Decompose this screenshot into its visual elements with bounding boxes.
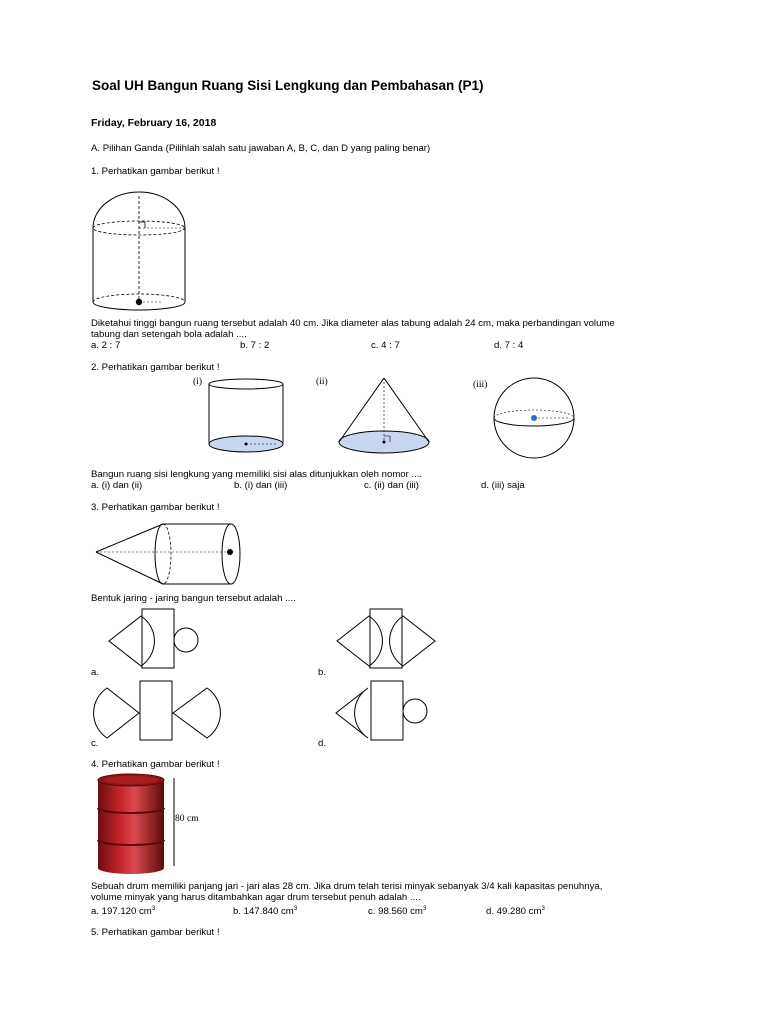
- q4-option-a-exponent: 3: [151, 906, 156, 912]
- q4-option-c-text: c. 98.560 cm: [368, 906, 423, 918]
- document-title: Soal UH Bangun Ruang Sisi Lengkung dan Pembahasan (P1): [92, 78, 484, 93]
- q4-option-d-text: d. 49.280 cm: [486, 906, 542, 918]
- q3-figure-cone-cylinder: [93, 518, 243, 590]
- q2-label-iii: (iii): [473, 379, 488, 390]
- q3-option-a-net: [105, 608, 200, 668]
- q1-option-b: b. 7 : 2: [240, 340, 270, 351]
- q4-text-line1: Sebuah drum memiliki panjang jari - jari alas 28 cm. Jika drum telah terisi minyak sebanyak 3/4 kali kapasitas penuhnya,: [91, 881, 603, 892]
- q2-label-i: (i): [193, 376, 203, 387]
- section-a-heading: A. Pilihan Ganda (Pilihlah salah satu jawaban A, B, C, dan D yang paling benar): [91, 143, 431, 154]
- q4-option-a: [91, 904, 155, 917]
- q2-figure-cone: [335, 376, 435, 466]
- q2-option-b: b. (i) dan (iii): [234, 480, 288, 491]
- q3-option-b-label: b.: [318, 667, 327, 678]
- q2-figure-cylinder: [205, 376, 287, 458]
- q1-prompt: 1. Perhatikan gambar berikut !: [91, 166, 220, 177]
- q2-text: Bangun ruang sisi lengkung yang memiliki sisi alas ditunjukkan oleh nomor ....: [91, 469, 423, 480]
- q3-text: Bentuk jaring - jaring bangun tersebut adalah ....: [91, 593, 296, 604]
- q3-option-d-net: [334, 680, 434, 740]
- q4-option-d-exponent: 3: [541, 906, 545, 912]
- q3-option-d-label: d.: [318, 738, 327, 749]
- q4-option-b-exponent: 3: [293, 906, 298, 912]
- q1-text-line2: tabung dan setengah bola adalah ....: [91, 329, 247, 340]
- q4-figure-drum: [93, 772, 173, 877]
- q2-option-a: a. (i) dan (ii): [91, 480, 143, 491]
- q1-text-line1: Diketahui tinggi bangun ruang tersebut adalah 40 cm. Jika diameter alas tabung adalah 24 cm, maka perbandingan volume: [91, 318, 615, 329]
- q4-height-label: 80 cm: [175, 813, 199, 824]
- q3-option-a-label: a.: [91, 667, 100, 678]
- q2-option-d: d. (iii) saja: [481, 480, 525, 491]
- q3-prompt: 3. Perhatikan gambar berikut !: [91, 502, 220, 513]
- q2-prompt: 2. Perhatikan gambar berikut !: [91, 362, 220, 373]
- q3-option-c-label: c.: [91, 738, 99, 749]
- q4-option-a-text: a. 197.120 cm: [91, 906, 152, 918]
- q1-option-c: c. 4 : 7: [371, 340, 400, 351]
- q4-prompt: 4. Perhatikan gambar berikut !: [91, 759, 220, 770]
- q2-figure-sphere: [490, 380, 580, 460]
- q1-option-d: d. 7 : 4: [494, 340, 524, 351]
- q5-prompt: 5. Perhatikan gambar berikut !: [91, 927, 220, 938]
- q4-option-c-exponent: 3: [422, 906, 427, 912]
- q2-option-c: c. (ii) dan (iii): [364, 480, 419, 491]
- q1-figure-cylinder-hemisphere: [85, 190, 195, 315]
- post-date: Friday, February 16, 2018: [91, 117, 217, 129]
- q4-option-b: [233, 904, 297, 917]
- q3-option-c-net: [103, 680, 213, 740]
- q2-label-ii: (ii): [316, 376, 328, 387]
- q4-option-c: [368, 904, 426, 917]
- q3-option-b-net: [333, 608, 443, 668]
- q4-option-d: [486, 904, 545, 917]
- q1-option-a: a. 2 : 7: [91, 340, 121, 351]
- q4-text-line2: volume minyak yang harus ditambahkan agar drum tersebut penuh adalah ....: [91, 892, 421, 903]
- q4-option-b-text: b. 147.840 cm: [233, 906, 294, 918]
